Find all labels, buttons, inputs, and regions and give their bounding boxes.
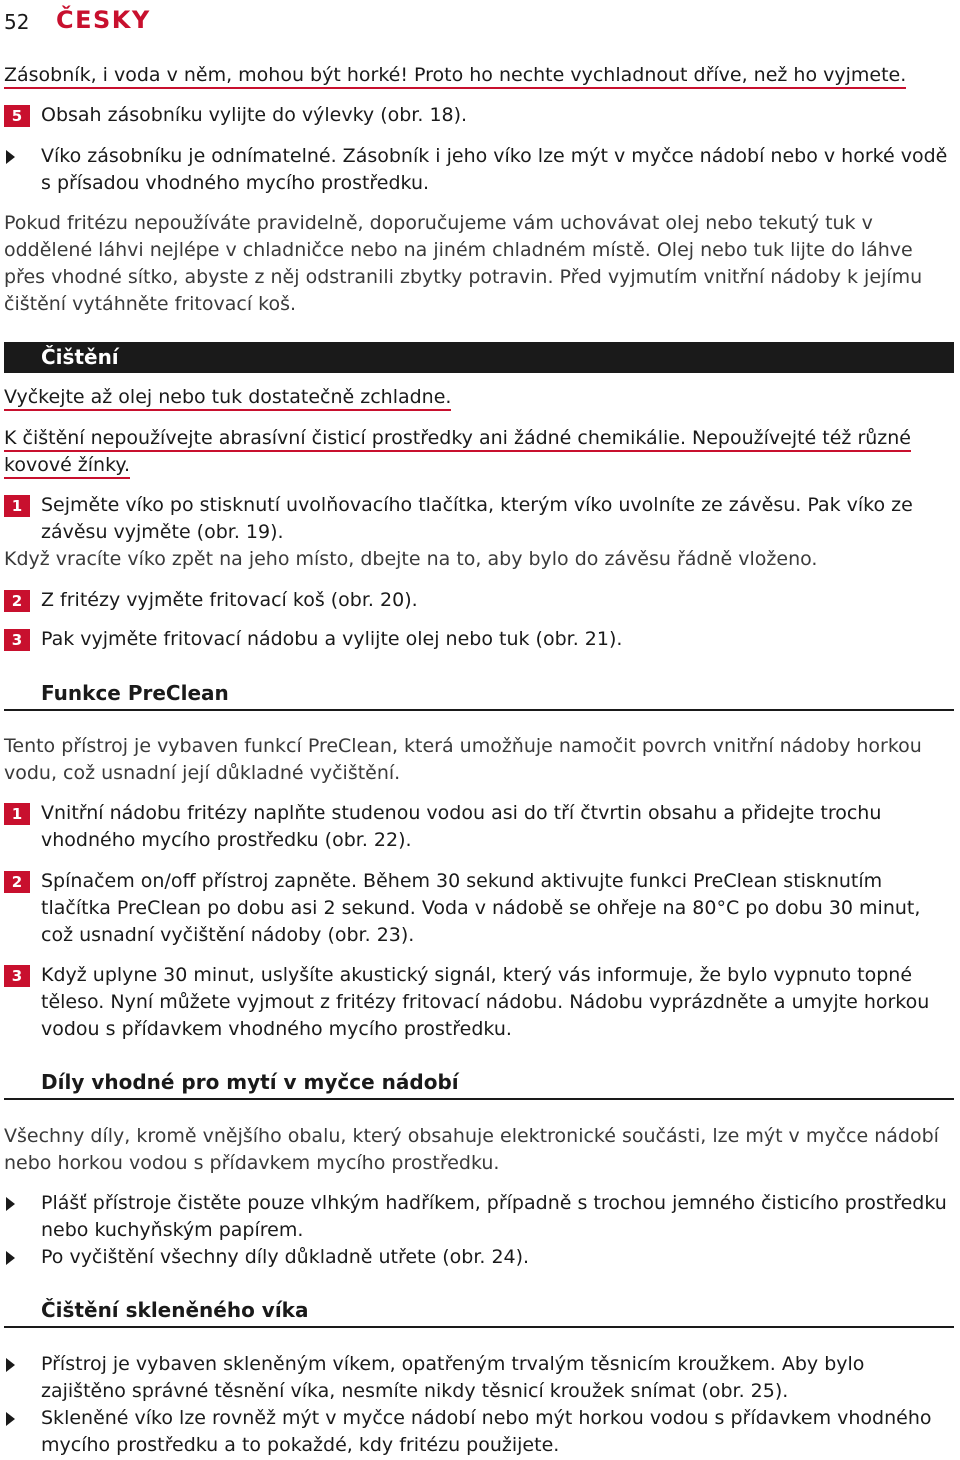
step-number-badge: 5	[4, 105, 30, 127]
cool-warning: Vyčkejte až olej nebo tuk dostatečně zchladne.	[4, 384, 954, 411]
preclean-intro: Tento přístroj je vybaven funkcí PreClean, která umožňuje namočit povrch vnitřní nádoby horkou vodu, což usnadní její důkladné vyčištění.	[4, 735, 922, 784]
bullet-icon	[6, 1412, 15, 1426]
step-number-badge: 3	[4, 629, 30, 651]
subsection-title: Funkce PreClean	[41, 681, 229, 705]
bullet-text: Přístroj je vybaven skleněným víkem, opatřeným trvalým těsnicím kroužkem. Aby bylo zajištěno správné těsnění víka, nesmíte nikdy těsnicí kroužek snímat (obr. 25).	[41, 1353, 865, 1402]
step-number-badge: 1	[4, 495, 30, 517]
bullet-icon	[6, 1251, 15, 1265]
step-text: Obsah zásobníku vylijte do výlevky (obr. 18).	[41, 104, 468, 126]
page-number: 52	[4, 10, 30, 34]
step-text: Když uplyne 30 minut, uslyšíte akustický signál, který vás informuje, že bylo vypnuto topné těleso. Nyní můžete vyjmout z fritézy fritovací nádobu. Nádobu vyprázdněte a umyjte horkou vodou s přídavkem vhodného mycího prostředku.	[41, 964, 930, 1040]
step-number-badge: 3	[4, 965, 30, 987]
abrasive-warning: K čištění nepoužívejte abrasívní čisticí prostředky ani žádné chemikálie. Nepoužívejté též různé kovové žínky.	[4, 425, 954, 479]
step-number-badge: 2	[4, 871, 30, 893]
bullet-text: Skleněné víko lze rovněž mýt v myčce nádobí nebo mýt horkou vodou s přídavkem vhodného mycího prostředku a to pokaždé, kdy fritézu použijete.	[41, 1407, 932, 1456]
hot-warning: Zásobník, i voda v něm, mohou být horké! Proto ho nechte vychladnout dříve, než ho vyjmete.	[4, 62, 954, 89]
bullet-text: Plášť přístroje čistěte pouze vlhkým hadříkem, případně s trochou jemného čisticího prostředku nebo kuchyňským papírem.	[41, 1192, 947, 1241]
step-text: Z fritézy vyjměte fritovací koš (obr. 20).	[41, 589, 418, 611]
step-text: Spínačem on/off přístroj zapněte. Během 30 sekund aktivujte funkci PreClean stisknutím tlačítka PreClean po dobu asi 2 sekund. Voda v nádobě se ohřeje na 80°C po dobu 30 minut, což usnadní vyčištění nádoby (obr. 23).	[41, 870, 921, 946]
storage-paragraph: Pokud fritézu nepoužíváte pravidelně, doporučujeme vám uchovávat olej nebo tekutý tuk v oddělené láhvi nejlépe v chladničce nebo na jiném chladném místě. Olej nebo tuk lijte do láhve přes vhodné sítko, abyste z něj odstranili zbytky potravin. Před vyjmutím vnitřní nádoby k jejímu čištění vytáhněte fritovací koš.	[4, 212, 923, 315]
bullet-text: Po vyčištění všechny díly důkladně utřete (obr. 24).	[41, 1246, 530, 1268]
bullet-icon	[6, 1358, 15, 1372]
bullet-icon	[6, 150, 15, 164]
section-divider	[4, 709, 954, 711]
bullet-icon	[6, 1197, 15, 1211]
step-text: Vnitřní nádobu fritézy naplňte studenou vodou asi do tří čtvrtin obsahu a přidejte trochu vhodného mycího prostředku (obr. 22).	[41, 802, 882, 851]
step-number-badge: 2	[4, 590, 30, 612]
dishwasher-intro: Všechny díly, kromě vnějšího obalu, který obsahuje elektronické součásti, lze mýt v myčce nádobí nebo horkou vodou s přídavkem mycího prostředku.	[4, 1125, 939, 1174]
section-divider	[4, 1098, 954, 1100]
language-title: ČESKY	[56, 6, 151, 34]
step-text: Sejměte víko po stisknutí uvolňovacího tlačítka, kterým víko uvolníte ze závěsu. Pak víko ze závěsu vyjměte (obr. 19).	[41, 494, 913, 543]
lid-note: Když vracíte víko zpět na jeho místo, dbejte na to, aby bylo do závěsu řádně vloženo.	[4, 548, 818, 570]
bullet-text: Víko zásobníku je odnímatelné. Zásobník i jeho víko lze mýt v myčce nádobí nebo v horké vodě s přísadou vhodného mycího prostředku.	[41, 145, 948, 194]
step-number-badge: 1	[4, 803, 30, 825]
section-title: Čištění	[41, 345, 119, 369]
section-divider	[4, 1326, 954, 1328]
subsection-title: Díly vhodné pro mytí v myčce nádobí	[41, 1070, 459, 1094]
section-title-bar	[4, 342, 954, 373]
subsection-title: Čištění skleněného víka	[41, 1298, 309, 1322]
step-text: Pak vyjměte fritovací nádobu a vylijte olej nebo tuk (obr. 21).	[41, 628, 623, 650]
